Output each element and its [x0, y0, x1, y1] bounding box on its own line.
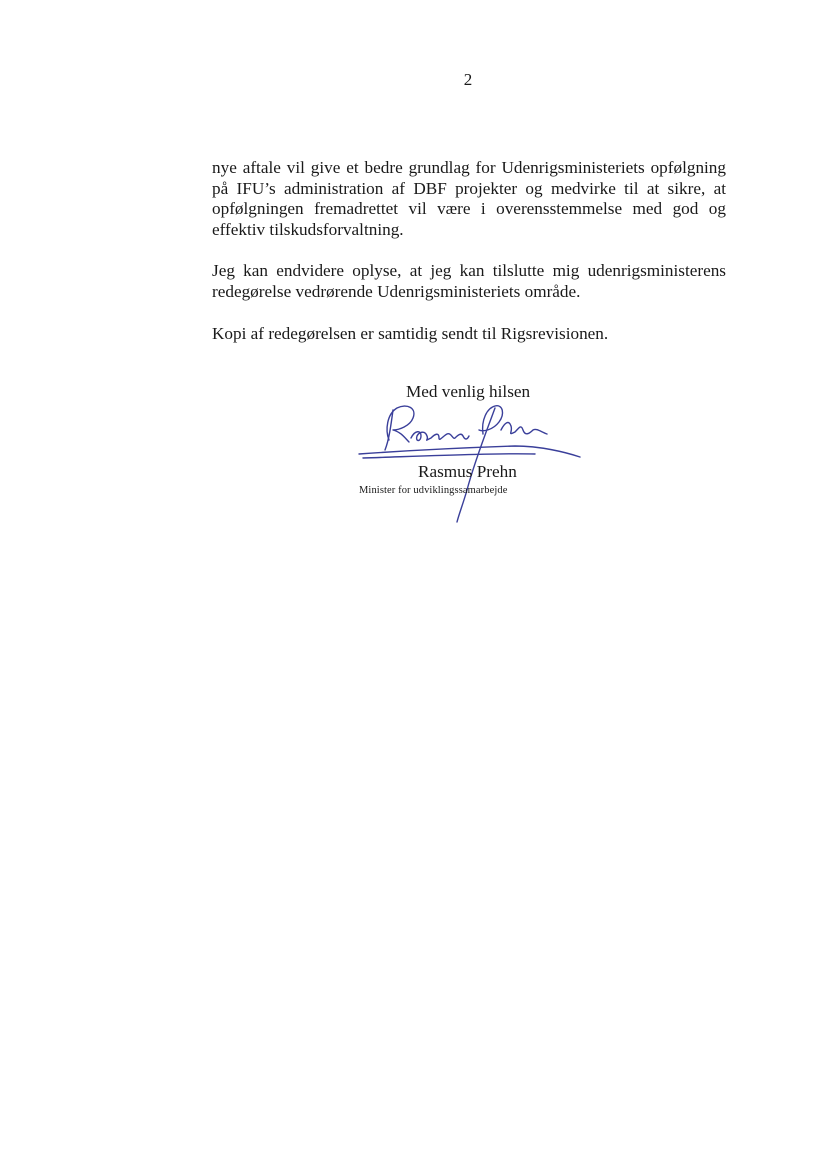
letter-body: [212, 158, 726, 344]
signer-name: Rasmus Prehn: [418, 462, 517, 481]
paragraph-2: Jeg kan endvidere oplyse, at jeg kan tilslutte mig udenrigsministerens redegørelse vedrørende Udenrigsministeriets område.: [212, 261, 726, 301]
page-number: 2: [463, 70, 473, 89]
paragraph-1: nye aftale vil give et bedre grundlag for Udenrigsministeriets opfølgning på IFU’s administration af DBF projekter og medvirke til at sikre, at opfølgningen fremadrettet vil være i overensstemmelse med god og effektiv tilskudsforvaltning.: [212, 158, 726, 239]
signer-title: Minister for udviklingssamarbejde: [359, 485, 508, 496]
paragraph-3: Kopi af redegørelsen er samtidig sendt til Rigsrevisionen.: [212, 323, 609, 343]
closing-salutation: Med venlig hilsen: [406, 382, 531, 401]
